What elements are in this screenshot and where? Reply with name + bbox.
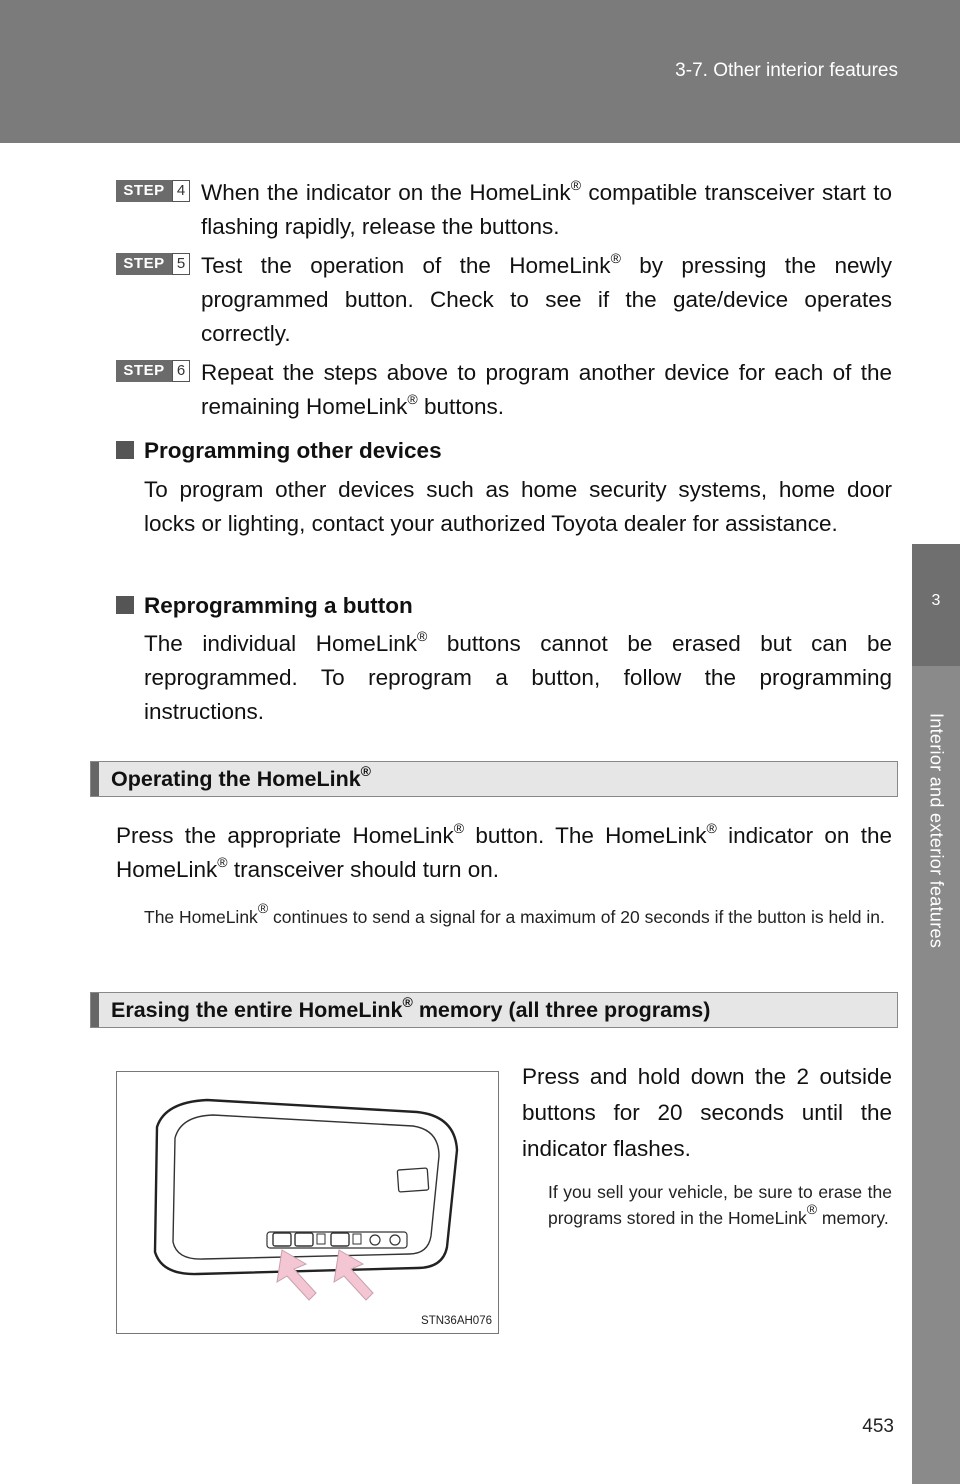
step-badge <box>116 360 190 382</box>
step-label: STEP <box>116 360 172 382</box>
step-5 <box>116 249 892 351</box>
reprogramming-text: The individual HomeLink® buttons cannot be erased but can be reprogrammed. To reprogram a button, follow the programming instructions. <box>144 628 892 724</box>
operating-section-heading: Operating the HomeLink® <box>90 761 898 797</box>
step-label: STEP <box>116 253 172 275</box>
erasing-note: If you sell your vehicle, be sure to erase the programs stored in the HomeLink® memory. <box>548 1182 892 1228</box>
operating-paragraph: Press the appropriate HomeLink® button. The HomeLink® indicator on the HomeLink® transceiver should turn on. <box>116 820 892 882</box>
step-number: 6 <box>172 360 190 382</box>
figure-code: STN36AH076 <box>421 1315 492 1327</box>
erasing-instruction: Press and hold down the 2 outside buttons for 20 seconds until the indicator flashes. <box>522 1064 892 1161</box>
step-number: 5 <box>172 253 190 275</box>
chapter-tab <box>912 544 960 666</box>
rearview-mirror-illustration <box>117 1072 498 1333</box>
chapter-title: Interior and exterior features <box>926 713 947 949</box>
step-text: Repeat the steps above to program another device for each of the remaining HomeLink® buttons. <box>201 360 892 419</box>
step-text: When the indicator on the HomeLink® compatible transceiver start to flashing rapidly, release the buttons. <box>201 177 892 239</box>
reprogramming-heading: Reprogramming a button <box>116 593 413 619</box>
step-4 <box>116 176 892 244</box>
square-bullet-icon <box>116 596 134 614</box>
step-badge <box>116 180 190 202</box>
square-bullet-icon <box>116 441 134 459</box>
step-number: 4 <box>172 180 190 202</box>
programming-other-text: To program other devices such as home security systems, home door locks or lighting, contact your authorized Toyota dealer for assistance. <box>144 477 892 536</box>
erasing-section-heading: Erasing the entire HomeLink® memory (all three programs) <box>90 992 898 1028</box>
step-6 <box>116 356 892 424</box>
programming-other-heading: Programming other devices <box>116 438 442 464</box>
mirror-figure <box>116 1071 499 1334</box>
section-title: 3-7. Other interior features <box>675 60 898 81</box>
step-label: STEP <box>116 180 172 202</box>
page-header <box>0 0 960 143</box>
operating-note: The HomeLink® continues to send a signal for a maximum of 20 seconds if the button is held in. <box>144 900 885 927</box>
step-badge <box>116 253 190 275</box>
step-text: Test the operation of the HomeLink® by pressing the newly programmed button. Check to see if the gate/device operates correctly. <box>201 250 892 346</box>
page-number: 453 <box>862 1416 894 1437</box>
chapter-number: 3 <box>931 592 941 609</box>
